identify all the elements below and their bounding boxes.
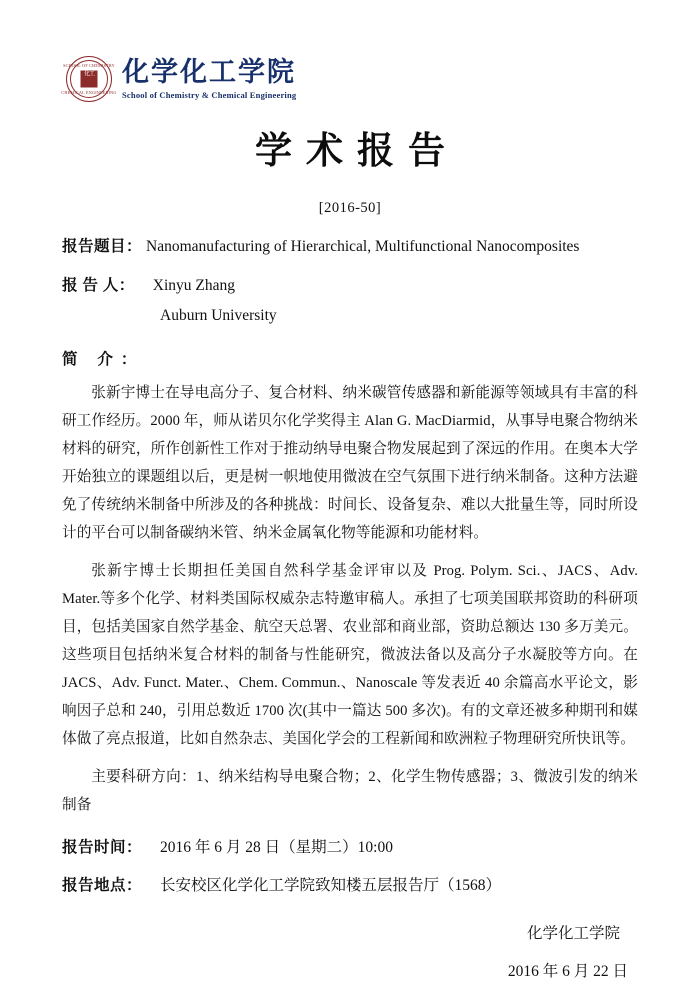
place-colon: ： (126, 877, 143, 895)
time-label (62, 835, 142, 857)
place-label-text: 报告地点 (62, 877, 127, 895)
letterhead (61, 56, 638, 102)
place-label (62, 873, 142, 895)
speaker-value: Xinyu Zhang (152, 277, 236, 294)
seal-arc-top-text: SCHOOL OF CHEMISTRY (63, 63, 115, 68)
intro-paragraph-1: 张新宇博士在导电高分子、复合材料、纳米碳管传感器和新能源等领域具有丰富的科研工作经历。2000 年，师从诺贝尔化学奖得主 Alan G. MacDiarmid，从事导电聚合物纳米材料的研究，所作创新性工作对于推动纳导电聚合物发展起到了深远的作用。在奥本大学开始独立的课题组以后，更是树一帜地使用微波在空气氛围下进行纳米制备。这种方法避免了传统纳米制备中所涉及的各种挑战：时间长、设备复杂、难以大批量生等，同时所设计的平台可以制备碳纳米管、纳米金属氧化物等能源和功能材料。 (62, 385, 638, 542)
school-name-en: School of Chemistry & Chemical Engineering (122, 90, 297, 101)
school-name-block (122, 58, 296, 101)
speaker-row (62, 273, 638, 295)
time-label-text: 报告时间 (62, 839, 127, 857)
document-number: [2016-50] (318, 200, 382, 216)
intro-colon: ： (120, 351, 145, 368)
speaker-label (62, 273, 135, 295)
speaker-colon: ： (118, 277, 135, 294)
university-seal-icon (61, 56, 117, 102)
topic-label-text: 报告题目 (62, 238, 127, 255)
intro-label (62, 347, 638, 369)
speaker-affiliation: Auburn University (160, 307, 277, 324)
time-colon: ： (126, 839, 143, 857)
time-value: 2016 年 6 月 28 日（星期二）10:00 (160, 839, 393, 857)
intro-paragraph-2: 张新宇博士长期担任美国自然科学基金评审以及 Prog. Polym. Sci.、JACS、Adv. Mater.等多个化学、材料类国际权威杂志特邀审稿人。承担了七项美国联邦资助的科研项目，包括美国家自然学基金、航空天总署、农业部和商业部，资助总额达 130 多万美元。这些项目包括纳米复合材料的制备与性能研究，微波法备以及高分子水凝胶等方向。在 JACS、Adv. Funct. Mater.、Chem. Commun.、Nanoscale 等发表近 40 余篇高水平论文，影响因子总和 240，引用总数近 1700 次(其中一篇达 500 多次)。有的文章还被多种期刊和媒体做了亮点报道，比如自然杂志、美国化学会的工程新闻和欧洲粒子物理研究所快讯等。 (62, 563, 638, 748)
page-title: 学术报告 (255, 131, 459, 172)
intro-paragraph-3: 主要科研方向：1、纳米结构导电聚合物；2、化学生物传感器；3、微波引发的纳米制备 (62, 769, 638, 814)
speaker-label-text: 报 告 人 (62, 277, 119, 294)
topic-label (62, 234, 142, 256)
topic-colon: ： (126, 238, 143, 255)
signature-date: 2016 年 6 月 22 日 (507, 963, 628, 981)
signature-organization: 化学化工学院 (526, 925, 620, 943)
time-row (62, 835, 638, 857)
seal-center-text: 化工 (81, 71, 98, 88)
place-value: 长安校区化学化工学院致知楼五层报告厅（1568） (160, 877, 502, 895)
seal-arc-bottom-text: CHEMICAL ENGINEERING (61, 90, 117, 95)
school-name-cn: 化学化工学院 (122, 56, 296, 87)
topic-row (62, 234, 638, 256)
intro-label-text: 简 介 (62, 351, 121, 368)
topic-value: Nanomanufacturing of Hierarchical, Multifunctional Nanocomposites (146, 238, 580, 255)
place-row (62, 873, 638, 895)
